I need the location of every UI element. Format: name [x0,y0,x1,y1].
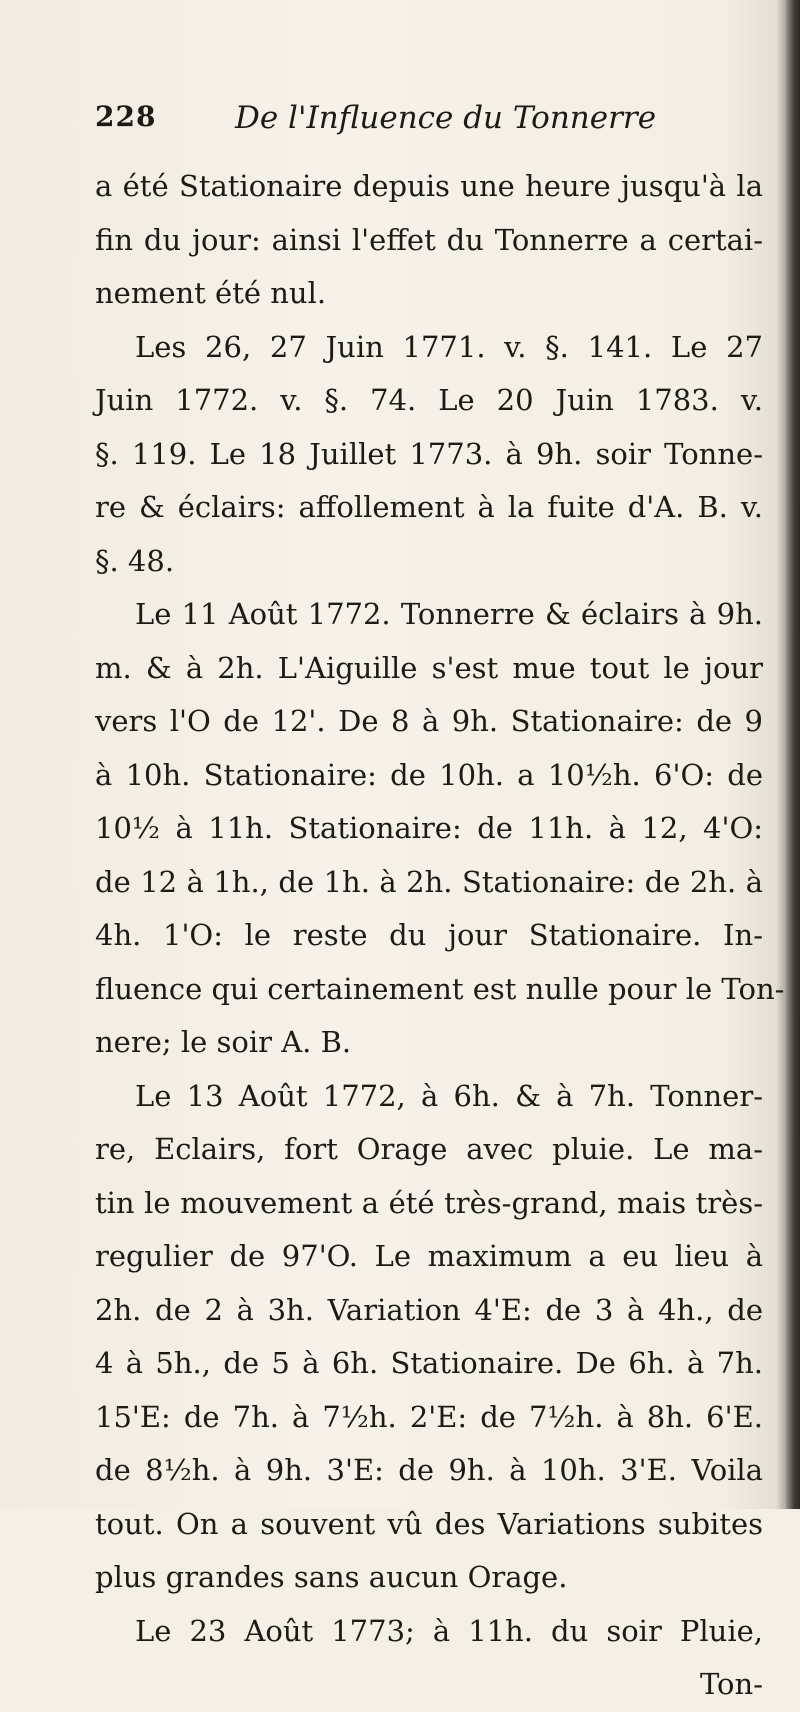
text-line: Les 26, 27 Juin 1771. v. §. 141. Le 27 [135,329,763,364]
text-line: à 10h. Stationaire: de 10h. a 10½h. 6'O: de [95,757,763,792]
text-line: 15'E: de 7h. à 7½h. 2'E: de 7½h. à 8h. 6'E. [95,1399,763,1434]
text-line: 4h. 1'O: le reste du jour Stationaire. In- [95,918,763,952]
text-line: Le 23 Août 1773; à 11h. du soir Pluie, [135,1613,763,1648]
page-number: 228 [95,100,157,133]
text-line: Le 11 Août 1772. Tonnerre & éclairs à 9h. [135,597,763,631]
text-line: a été Stationaire depuis une heure jusqu'à la [95,169,763,203]
running-title: De l'Influence du Tonnerre [235,100,657,136]
text-line: de 8½h. à 9h. 3'E: de 9h. à 10h. 3'E. Voila [95,1453,763,1487]
text-line: nement été nul. [95,276,327,310]
text-line: tout. On a souvent vû des Variations subites [95,1506,763,1541]
text-line: fin du jour: ainsi l'effet du Tonnerre a certai- [95,222,763,257]
body-text [95,160,785,1712]
text-line: re, Eclairs, fort Orage avec pluie. Le ma- [95,1132,763,1166]
text-line: vers l'O de 12'. De 8 à 9h. Stationaire: de 9 [95,704,763,738]
text-line: 2h. de 2 à 3h. Variation 4'E: de 3 à 4h., de [95,1292,763,1327]
text-line: §. 119. Le 18 Juillet 1773. à 9h. soir Tonne- [95,436,763,471]
page-header [95,100,755,140]
text-line: plus grandes sans aucun Orage. [95,1560,568,1594]
catchword: Ton- [699,1667,763,1701]
text-line: de 12 à 1h., de 1h. à 2h. Stationaire: de 2h. à [95,864,763,899]
text-line: tin le mouvement a été très-grand, mais très- [95,1185,763,1220]
text-line: regulier de 97'O. Le maximum a eu lieu à [95,1239,763,1273]
text-line: 4 à 5h., de 5 à 6h. Stationaire. De 6h. à 7h. [95,1346,763,1380]
text-line: §. 48. [95,543,175,578]
text-line: nere; le soir A. B. [95,1025,352,1059]
book-binding-edge [786,0,800,1509]
text-line: fluence qui certainement est nulle pour le Ton- [95,971,785,1006]
text-line: m. & à 2h. L'Aiguille s'est mue tout le jour [95,650,763,685]
text-line: Juin 1772. v. §. 74. Le 20 Juin 1783. v. [95,383,763,417]
text-line: re & éclairs: affollement à la fuite d'A. B. v. [95,490,763,524]
text-line: Le 13 Août 1772, à 6h. & à 7h. Tonner- [135,1078,763,1113]
text-line: 10½ à 11h. Stationaire: de 11h. à 12, 4'O: [95,811,763,845]
